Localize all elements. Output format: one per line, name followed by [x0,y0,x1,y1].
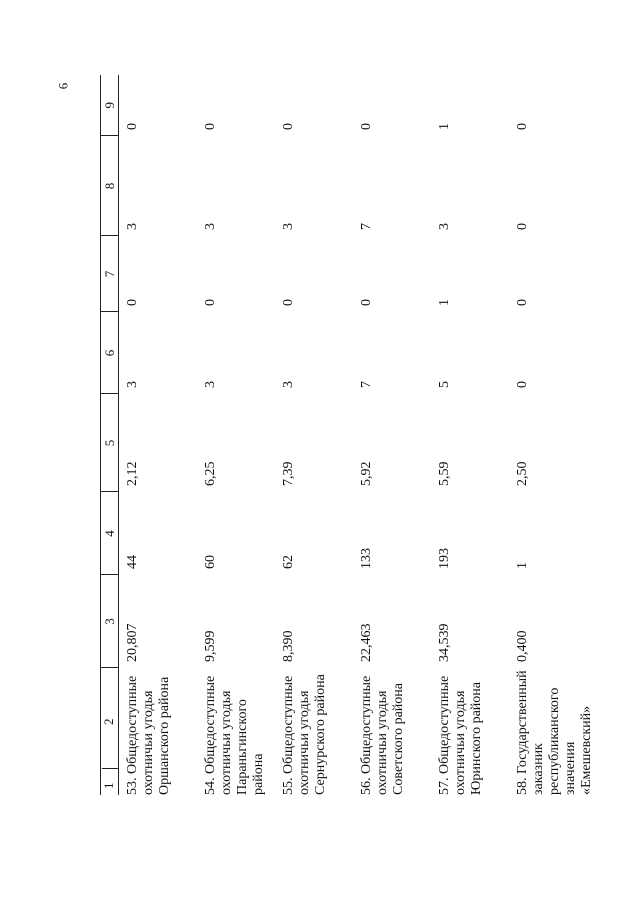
table-row [119,75,198,795]
row-value-5: 7,39 [281,461,297,486]
row-value-7: 0 [281,299,297,306]
table-row [353,75,431,795]
row-value-4: 133 [359,548,375,569]
row-name: 57. Общедоступные охотничьи угодья Юринского района [437,675,485,795]
column-header-1: 1 [101,782,116,789]
row-value-3: 8,390 [281,630,297,662]
row-value-9: 0 [515,123,531,130]
column-header-4: 4 [101,492,119,575]
row-value-9: 0 [281,123,297,130]
row-value-5: 6,25 [203,461,219,486]
table-row [509,75,631,795]
row-value-5: 2,12 [125,461,141,486]
row-value-3: 34,539 [437,623,453,662]
row-value-3: 22,463 [359,623,375,662]
row-value-4: 1 [515,562,531,569]
row-value-8: 0 [515,223,531,230]
row-value-5: 2,50 [515,461,531,486]
row-value-4: 60 [203,555,219,569]
row-value-8: 3 [281,223,297,230]
row-name: 53. Общедоступные охотничьи угодья Оршанского района [125,675,173,795]
row-value-8: 3 [125,223,141,230]
row-name: 56. Общедоступные охотничьи угодья Советского района [359,675,407,795]
row-value-4: 44 [125,555,141,569]
rotated-table-container [100,75,595,795]
row-value-4: 62 [281,555,297,569]
row-value-5: 5,92 [359,461,375,486]
table-row [275,75,353,795]
row-value-3: 0,400 [515,630,531,662]
column-header-5: 5 [101,394,119,492]
row-value-9: 0 [125,123,141,130]
row-value-8: 7 [359,223,375,230]
column-header-8: 8 [101,136,119,236]
row-value-7: 0 [515,299,531,306]
row-value-6: 5 [437,381,453,388]
row-value-6: 7 [359,381,375,388]
row-value-9: 1 [437,123,453,130]
page-number: 6 [55,82,71,90]
row-value-9: 0 [203,123,219,130]
row-name: 55. Общедоступные охотничьи угодья Сернурского района [281,674,329,795]
row-value-6: 3 [281,381,297,388]
row-value-7: 0 [359,299,375,306]
row-name: 54. Общедоступные охотничьи угодья Параньгинского района [203,675,267,795]
table-row [431,75,509,795]
table-header-row [101,75,119,795]
column-header-7: 7 [101,236,119,312]
row-value-6: 3 [203,381,219,388]
row-value-6: 3 [125,381,141,388]
hunting-grounds-table [100,75,631,795]
row-value-3: 20,807 [125,623,141,662]
row-name: 58. Государственный заказник республиканского значения «Емешевский» [515,670,595,795]
column-header-3: 3 [101,575,119,668]
row-value-7: 0 [125,299,141,306]
row-value-8: 3 [203,223,219,230]
column-header-9: 9 [101,75,119,136]
row-value-7: 1 [437,299,453,306]
row-value-4: 193 [437,548,453,569]
row-value-3: 9,599 [203,630,219,662]
column-header-6: 6 [101,312,119,394]
row-value-8: 3 [437,223,453,230]
table-row [197,75,275,795]
row-value-5: 5,59 [437,461,453,486]
column-header [101,668,119,795]
row-value-7: 0 [203,299,219,306]
column-header-2: 2 [101,718,116,725]
row-value-6: 0 [515,381,531,388]
row-value-9: 0 [359,123,375,130]
